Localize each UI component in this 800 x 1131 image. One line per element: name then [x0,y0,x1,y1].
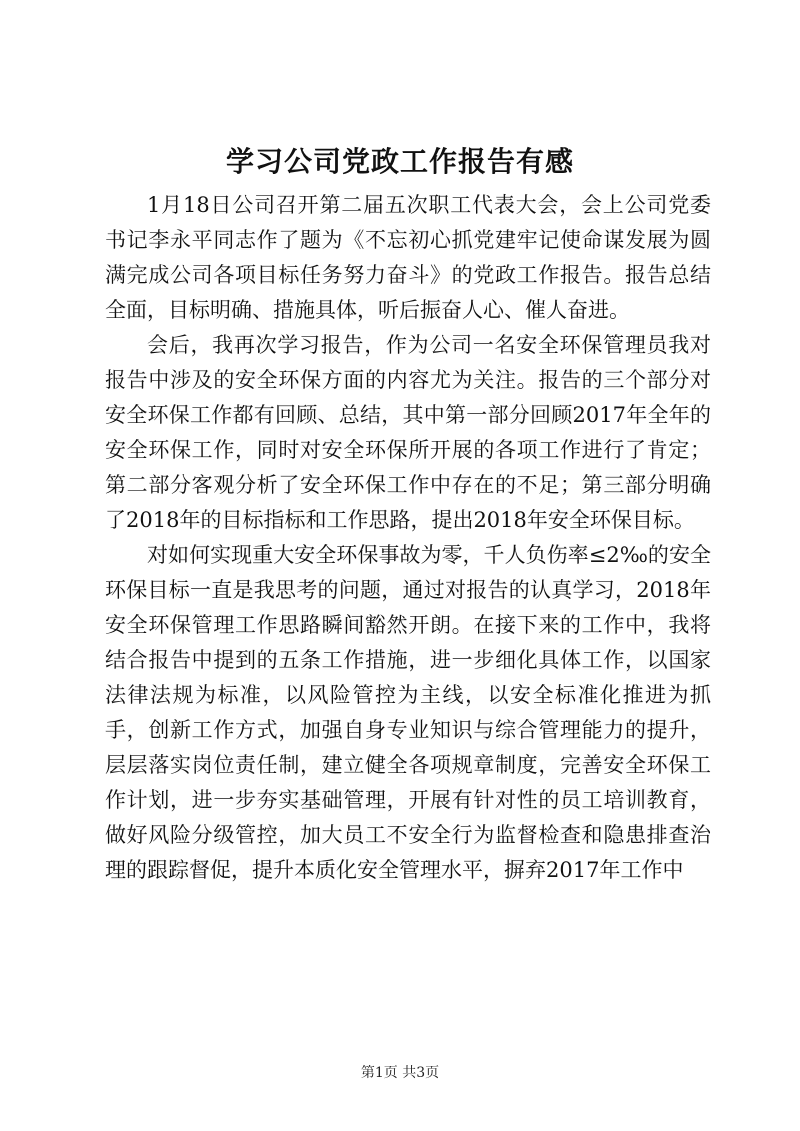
document-title: 学习公司党政工作报告有感 [225,145,574,178]
page-number-footer: 第1页 共3页 [360,1065,440,1081]
paragraph-2: 会后，我再次学习报告，作为公司一名安全环保管理员我对报告中涉及的安全环保方面的内容尤为关注。报告的三个部分对安全环保工作都有回顾、总结，其中第一部分回顾2017年全年的安全环保工作，同时对安全环保所开展的各项工作进行了肯定；第二部分客观分析了安全环保工作中存在的不足；第三部分明确了2018年的目标指标和工作思路，提出2018年安全环保目标。 [105,333,711,532]
document-body [105,188,711,888]
paragraph-3: 对如何实现重大安全环保事故为零，千人负伤率≤2‰的安全环保目标一直是我思考的问题，通过对报告的认真学习，2018年安全环保管理工作思路瞬间豁然开朗。在接下来的工作中，我将结合报告中提到的五条工作措施，进一步细化具体工作，以国家法律法规为标准，以风险管控为主线，以安全标准化推进为抓手，创新工作方式，加强自身专业知识与综合管理能力的提升，层层落实岗位责任制，建立健全各项规章制度，完善安全环保工作计划，进一步夯实基础管理，开展有针对性的员工培训教育，做好风险分级管控，加大员工不安全行为监督检查和隐患排查治理的跟踪督促，提升本质化安全管理水平，摒弃2017年工作中 [105,543,711,882]
paragraph-1: 1月18日公司召开第二届五次职工代表大会，会上公司党委书记李永平同志作了题为《不忘初心抓党建牢记使命谋发展为圆满完成公司各项目标任务努力奋斗》的党政工作报告。报告总结全面，目标明确、措施具体，听后振奋人心、催人奋进。 [105,193,711,322]
